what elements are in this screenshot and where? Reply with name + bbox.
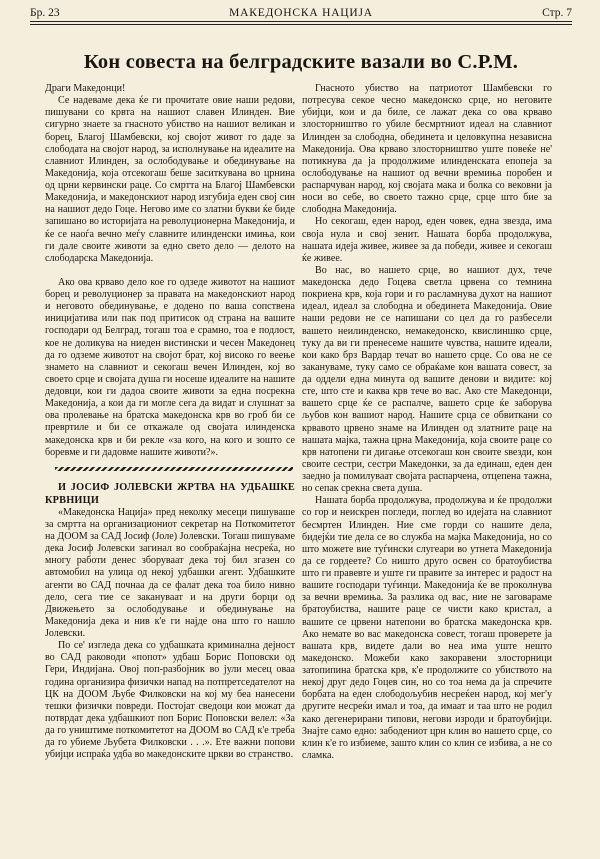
publication-name: МАКЕДОНСКА НАЦИЈА: [229, 7, 373, 19]
page-number: Стр. 7: [542, 7, 572, 19]
header-rule-bottom: [30, 24, 572, 25]
running-header: [30, 5, 572, 25]
paragraph: Ако ова крваво дело кое го одзеде животот на нашиот борец и револуционер за правата на македонскиот народ и неговото обединување, е додено по ваша сопствена иницијатива или пак под притисок од страна на вашите господари од Белград, тогаш тоа е срамно, тоа е подлост, кое не доликува на ниеден вистински и чесен Македонец да го одземе животот на својот брат, кој високо го веење знамето на славниот и секогаш вечен Илинден, кој во своето срце и својата душа ги носеше идеалите на нашите дедовци, кои ги дадоа своите животи за една посрекна Македонија, а кои да ги могле сега да видат и слушнат за ова пролевање на братска македонска крв во гроб би се превртиле и би се откажале од својата илинденска македонска крв и би рекле «за кого, на кого и зошто се боревме и ги дадовме нашите животи?».: [45, 276, 295, 458]
paragraph: По се' изгледа дека со удбашката криминална дејност во САД раководи «попот» удбаш Борис Поповски од Гери, Индијана. Овој поп-разбојник во јули месец оваа година организира физички напад на потпретседателот на ЦК на ДООМ Љубе Филковски на кој му беа нанесени тешки физички повреди. Постојат сведоци кои можат да потврдат дека удбашкиот поп Борис Поповски велел: «За да го уништиме поткомитетот на ДООМ во САД к'е треба да го убиеме Љубета Филковски . . .». Ете важни попови убијци испраќа удба во македонските цркви во странство.: [45, 640, 295, 761]
paragraph: «Македонска Нација» пред неколку месеци пишуваше за смртта на организациониот секретар на Поткомитетот на ДООМ за САД Јосиф (Joле) Јолевски. Тогаш пишуваме дека Јосиф Јолевски загинал во сообраќајна несреќа, но многу работи денес зборуваат дека тој бил згазен со автомобил на улица од некој удбашки агент. Удбашките агенти во САД почнаа да се фалат дека тоа било нивно дело, сега тие се закануваат и на други борци од Движењето за ослободување и обединување на Македонија дека и нив к'е ги најде она што го нашло Јолевски.: [45, 506, 295, 639]
paragraph: Во нас, во нашето срце, во нашиот дух, тече македонска дедо Гоцева светла црвена со темнина покриена крв, која гори и го расламнува духот на нашиот идеал, идеал за слободна и обединета Македонија. Овие наши редови не се напишани со цел да го разбесели вашето неилинденско, немакедонско, квислиншко срце, туку да ви ги пренесеме нашите чувства, нашите идеали, кои како брз Вардар течат во нашето срце. Со ова не се закануваме, туку само се обраќаме кон вашата совест, за да оддели една минута од вашите денови и видите: кој сте, што сте и каква крв тече во вас. Ако сте Македонци, вашето срце ќе се распалче, вашето срце ќе заборува љубов кон вашиот народ. Нашите срца се обвиткани со крвавото црвено знаме на Илинден од златните раце на нашата мајка, тажна црна Македонија, која своите раце со крв натопени ги дигање отсекогаш кон своите ѕвезди, кон своите сестри, сестри Македонки, за да единаш, еден ден заедно ја помилуваат својата распарчена, отцепена тажна, но сепак срекна света душа.: [302, 264, 552, 495]
right-column: [302, 83, 552, 762]
paragraph: Но секогаш, еден народ, еден човек, една звезда, има своја нула и свој зенит. Нашата борба продолжува, нашата идеја живее, живее за да победи, живее и секогаш ќе живее.: [302, 216, 552, 264]
paragraph: Гнасното убиство на патриотот Шамбевски го потресува секое чесно македонско срце, но неговите убијци, кои и да биле, се лажат дека со ова крваво злосторништво го убиле бесмртниот идеал на славниот Илинден за слободна, обединета и целовкупна независна Македонија. Ова крваво злосторништво уште повеќе не' потикнува да ја продолжиме илинденската епопеја за ослободување на нашиот од вечни времиња поробен и распарчуван народ, кој својата мака и болка со вековни ја носи во себе, во своето тажно срце, срце што бие за слободна Македонија.: [302, 83, 552, 216]
section-heading: И ЈОСИФ ЈОЛЕВСКИ ЖРТВА НА УДБАШКЕ КРВНИЦИ: [45, 481, 295, 506]
paragraph: Се надеваме дека ќе ги прочитате овие наши редови, пишувани со крвта на нашиот славен Илинден. Вие сигурно знаете за гнасното убиство на нашиот великан и борец, Благој Шамбевски, кој својот живот го даде за слободата на својот народ, за исполнување на идеалите на славниот Илинден, за ослободување и обединување на Македонија, која отсекогаш беше заситкувана во црнина од црни кервински раце. Со смртта на Благој Шамбевски Македонија, и македонскиот народ изгубија еден свој син на нашиот дедо Гоце. Негово име со златни букви ќе биде запишано во историјата на револуционерна Македонија, и ќе се наоѓа вечно меѓу славните илинденски имиња, кои ги дале своите животи за едно свето дело — делото на слободарска Македонија.: [45, 95, 295, 264]
greeting: Драги Македонци!: [45, 83, 126, 94]
issue-number: Бр. 23: [30, 7, 60, 19]
left-column: [45, 83, 295, 761]
header-rule-top: [30, 21, 572, 22]
ornamental-divider: [45, 459, 295, 481]
paragraph: Нашата борба продолжува, продолжува и ќе продолжи со гор и неискрен погледи, поглед во идејата на славниот бесмртен Илинден. Ние сме горди со нашите дела, бидејќи тие дела се во служба на мајка Македонија, но со што можете вие туѓински слугеари во утнета Македонија да се гордеете? Со ништо друго освен со братоубиства што ги правевте и уште ги правите за интерес и радост на вашите господари туѓинци. Македонија ќе ве проколнува за вечни времиња. За разлика од вас, ние не заговараме братоубиства, нашите раце се чисти како кристал, а вашите се црвени натепони во братска македонска крв. Ако немате во вас македонска совест, тогаш проверете ја вашата крв, видете дали во неа има уште нешто македонско. Можеби како закоравени злосторници затопипина братска крв, к'е продолжите со убиството на некој друг дедо Гоцев син, но со тоа нема да ја спречите борбата на еден слободољубив несреќен народ, кој мег'у другите несреќи имал и тоа, да имаат и таа што не родил како дегенерирани типови, негови изроди и братоубијци. Знајте само едно: забодениот црн клин во нашето срце, со клин к'е го избиеме, зашто клин со клин се избива, а не со сламка.: [302, 495, 552, 761]
article-title: Кон совеста на белградските вазали во С.Р.М.: [83, 51, 519, 73]
